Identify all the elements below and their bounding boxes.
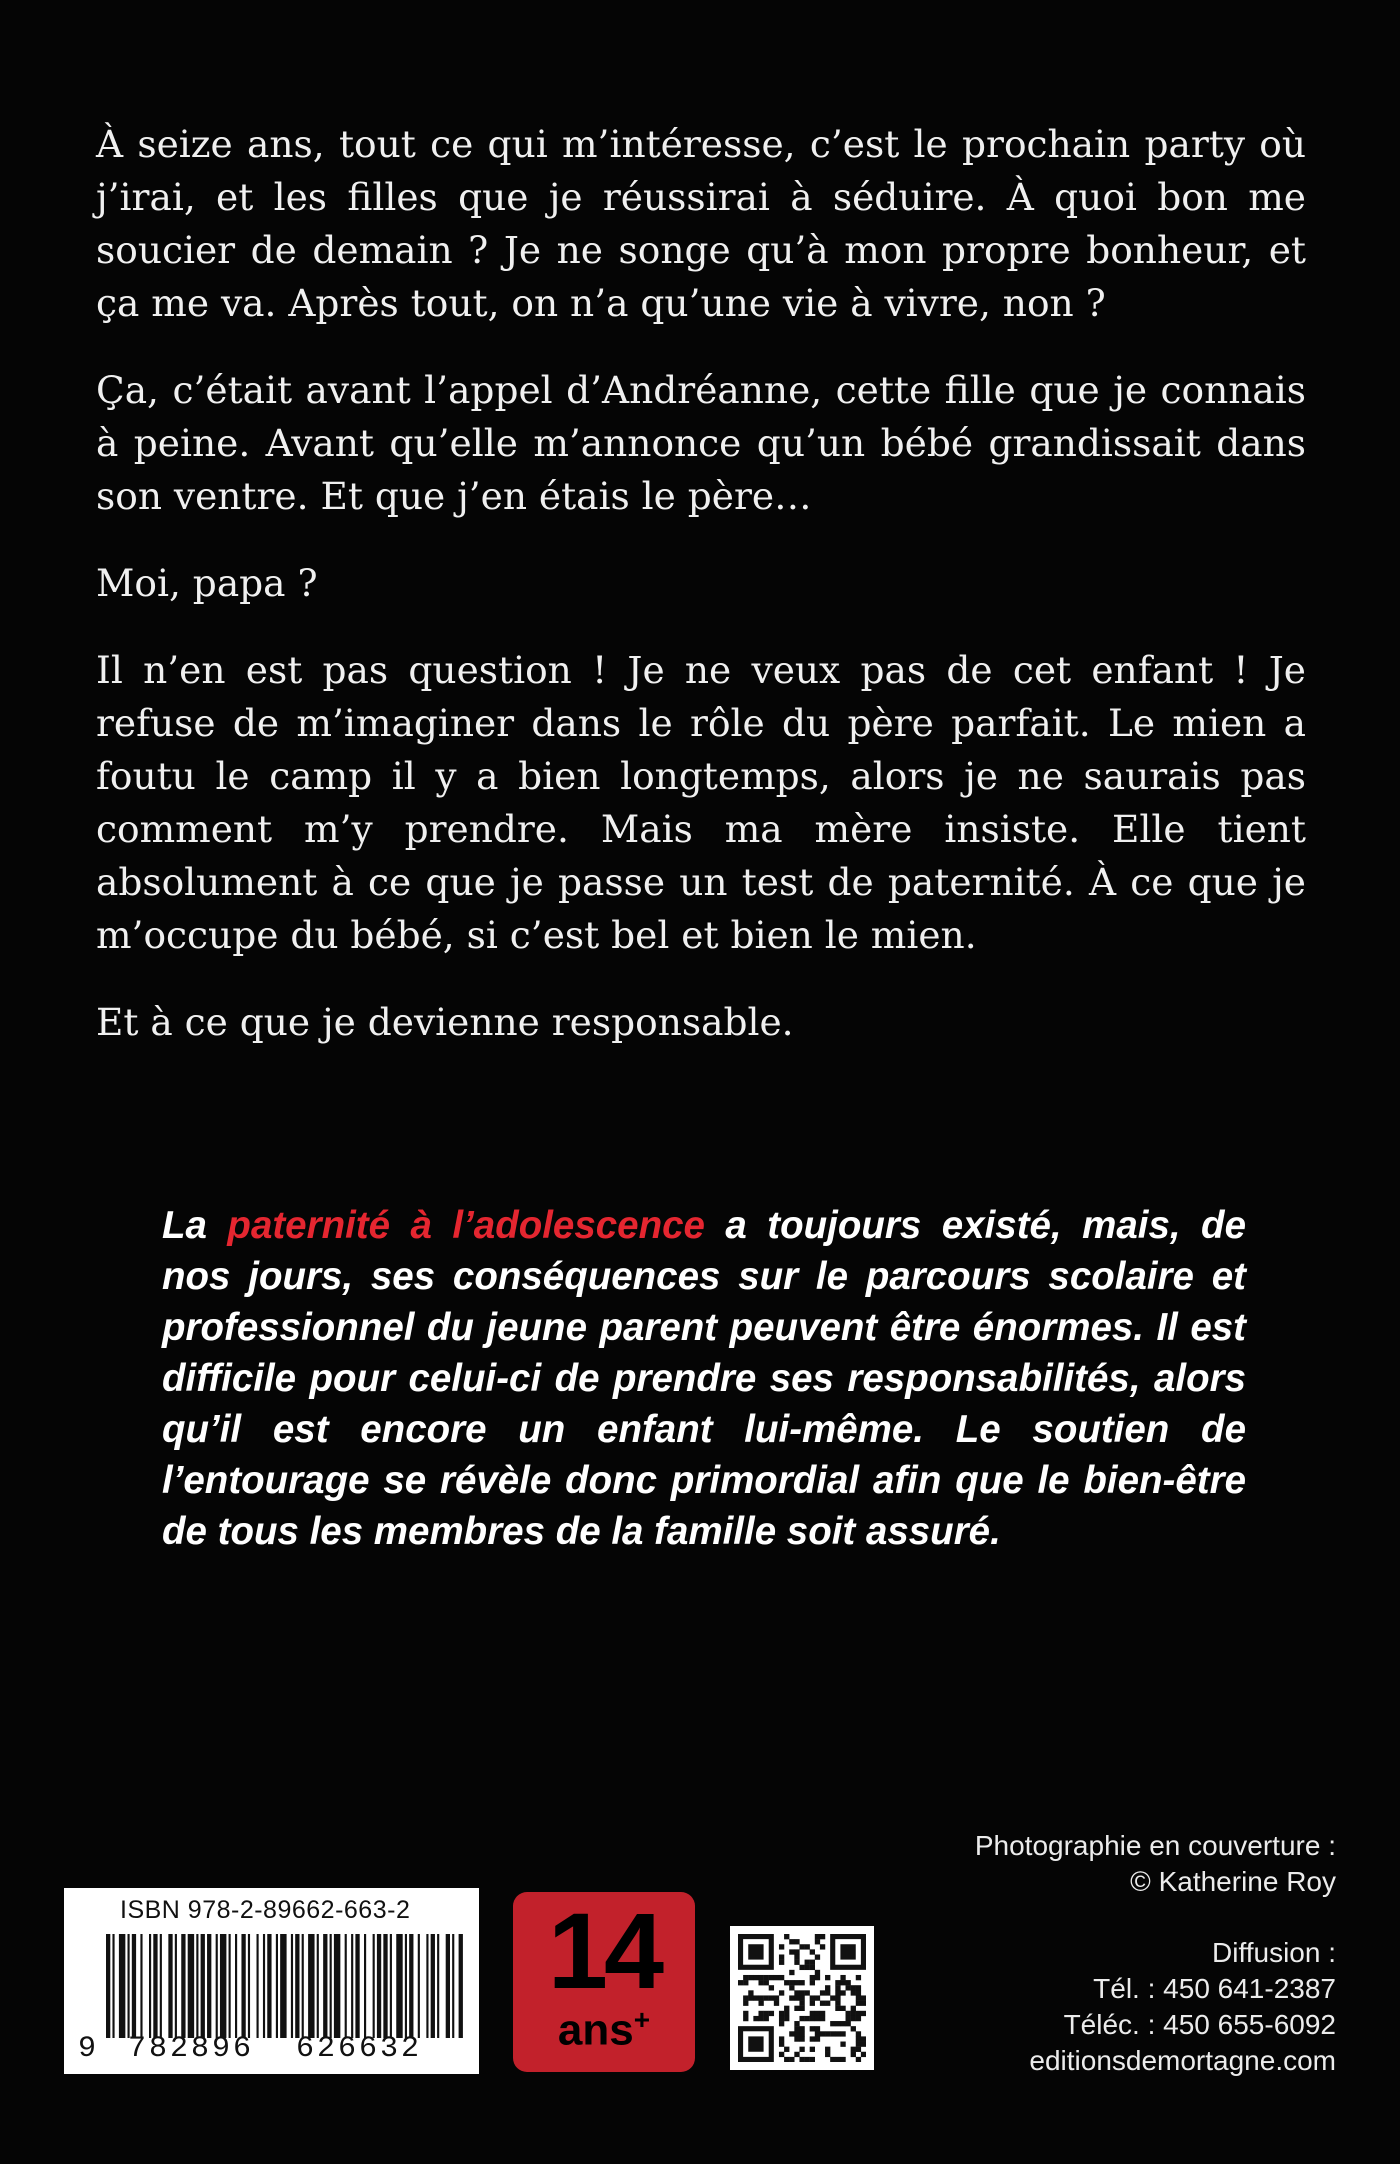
barcode-digit-group-1: 782896 (128, 2032, 255, 2066)
distribution-info (836, 1935, 1336, 2079)
synopsis-paragraph-3: Moi, papa ? (96, 561, 318, 605)
photo-credit (836, 1828, 1336, 1900)
age-rating-unit-text: ans (557, 2005, 634, 2055)
photo-credit-name: © Katherine Roy (1130, 1866, 1336, 1897)
callout-lead: La (162, 1204, 228, 1247)
isbn-label: ISBN 978-2-89662-663-2 (120, 1896, 411, 1924)
callout-rest: a toujours existé, mais, de nos jours, ses conséquences sur le parcours scolaire et professionnel du jeune parent peuvent être énormes. Il est difficile pour celui-ci de prendre ses responsabilités, alors qu’il est encore un enfant lui-même. Le soutien de l’entourage se révèle donc primordial afin que le bien-être de tous les membres de la famille soit assuré. (162, 1204, 1246, 1553)
diffusion-label: Diffusion : (1212, 1937, 1336, 1968)
synopsis-paragraph-2: Ça, c’était avant l’appel d’Andréanne, cette fille que je connais à peine. Avant qu’elle m’annonce qu’un bébé grandissait dans son ventre. Et que j’en étais le père… (96, 368, 1306, 518)
topic-callout (162, 1200, 1246, 1557)
callout-highlight: paternité à l’adolescence (227, 1204, 705, 1247)
synopsis (96, 118, 1306, 1083)
synopsis-paragraph-4: Il n’en est pas question ! Je ne veux pas de cet enfant ! Je refuse de m’imaginer dans le rôle du père parfait. Le mien a foutu le camp il y a bien longtemps, alors je ne saurais pas comment m’y prendre. Mais ma mère insiste. Elle tient absolument à ce que je passe un test de paternité. À ce que je m’occupe du bébé, si c’est bel et bien le mien. (96, 648, 1306, 957)
age-rating-number: 14 (547, 1890, 661, 2011)
age-rating-unit (513, 2004, 695, 2056)
phone-number: Tél. : 450 641-2387 (1093, 1973, 1336, 2004)
synopsis-paragraph-1: À seize ans, tout ce qui m’intéresse, c’est le prochain party où j’irai, et les filles que je réussirai à séduire. À quoi bon me soucier de demain ? Je ne songe qu’à mon propre bonheur, et ça me va. Après tout, on n’a qu’une vie à vivre, non ? (96, 122, 1306, 325)
barcode-digit-lead: 9 (78, 2032, 100, 2066)
publisher-website[interactable]: editionsdemortagne.com (1029, 2045, 1336, 2076)
barcode-bars-icon (106, 1934, 464, 2038)
fax-number: Téléc. : 450 655-6092 (1063, 2009, 1336, 2040)
age-rating-plus: + (633, 2004, 651, 2035)
qr-code-icon (738, 1934, 866, 2062)
photo-credit-label: Photographie en couverture : (974, 1830, 1336, 1861)
age-rating-badge (513, 1892, 695, 2072)
isbn-barcode (64, 1888, 479, 2074)
barcode-digit-group-2: 626632 (296, 2032, 423, 2066)
qr-code[interactable] (730, 1926, 874, 2070)
synopsis-paragraph-5: Et à ce que je devienne responsable. (96, 1000, 794, 1044)
